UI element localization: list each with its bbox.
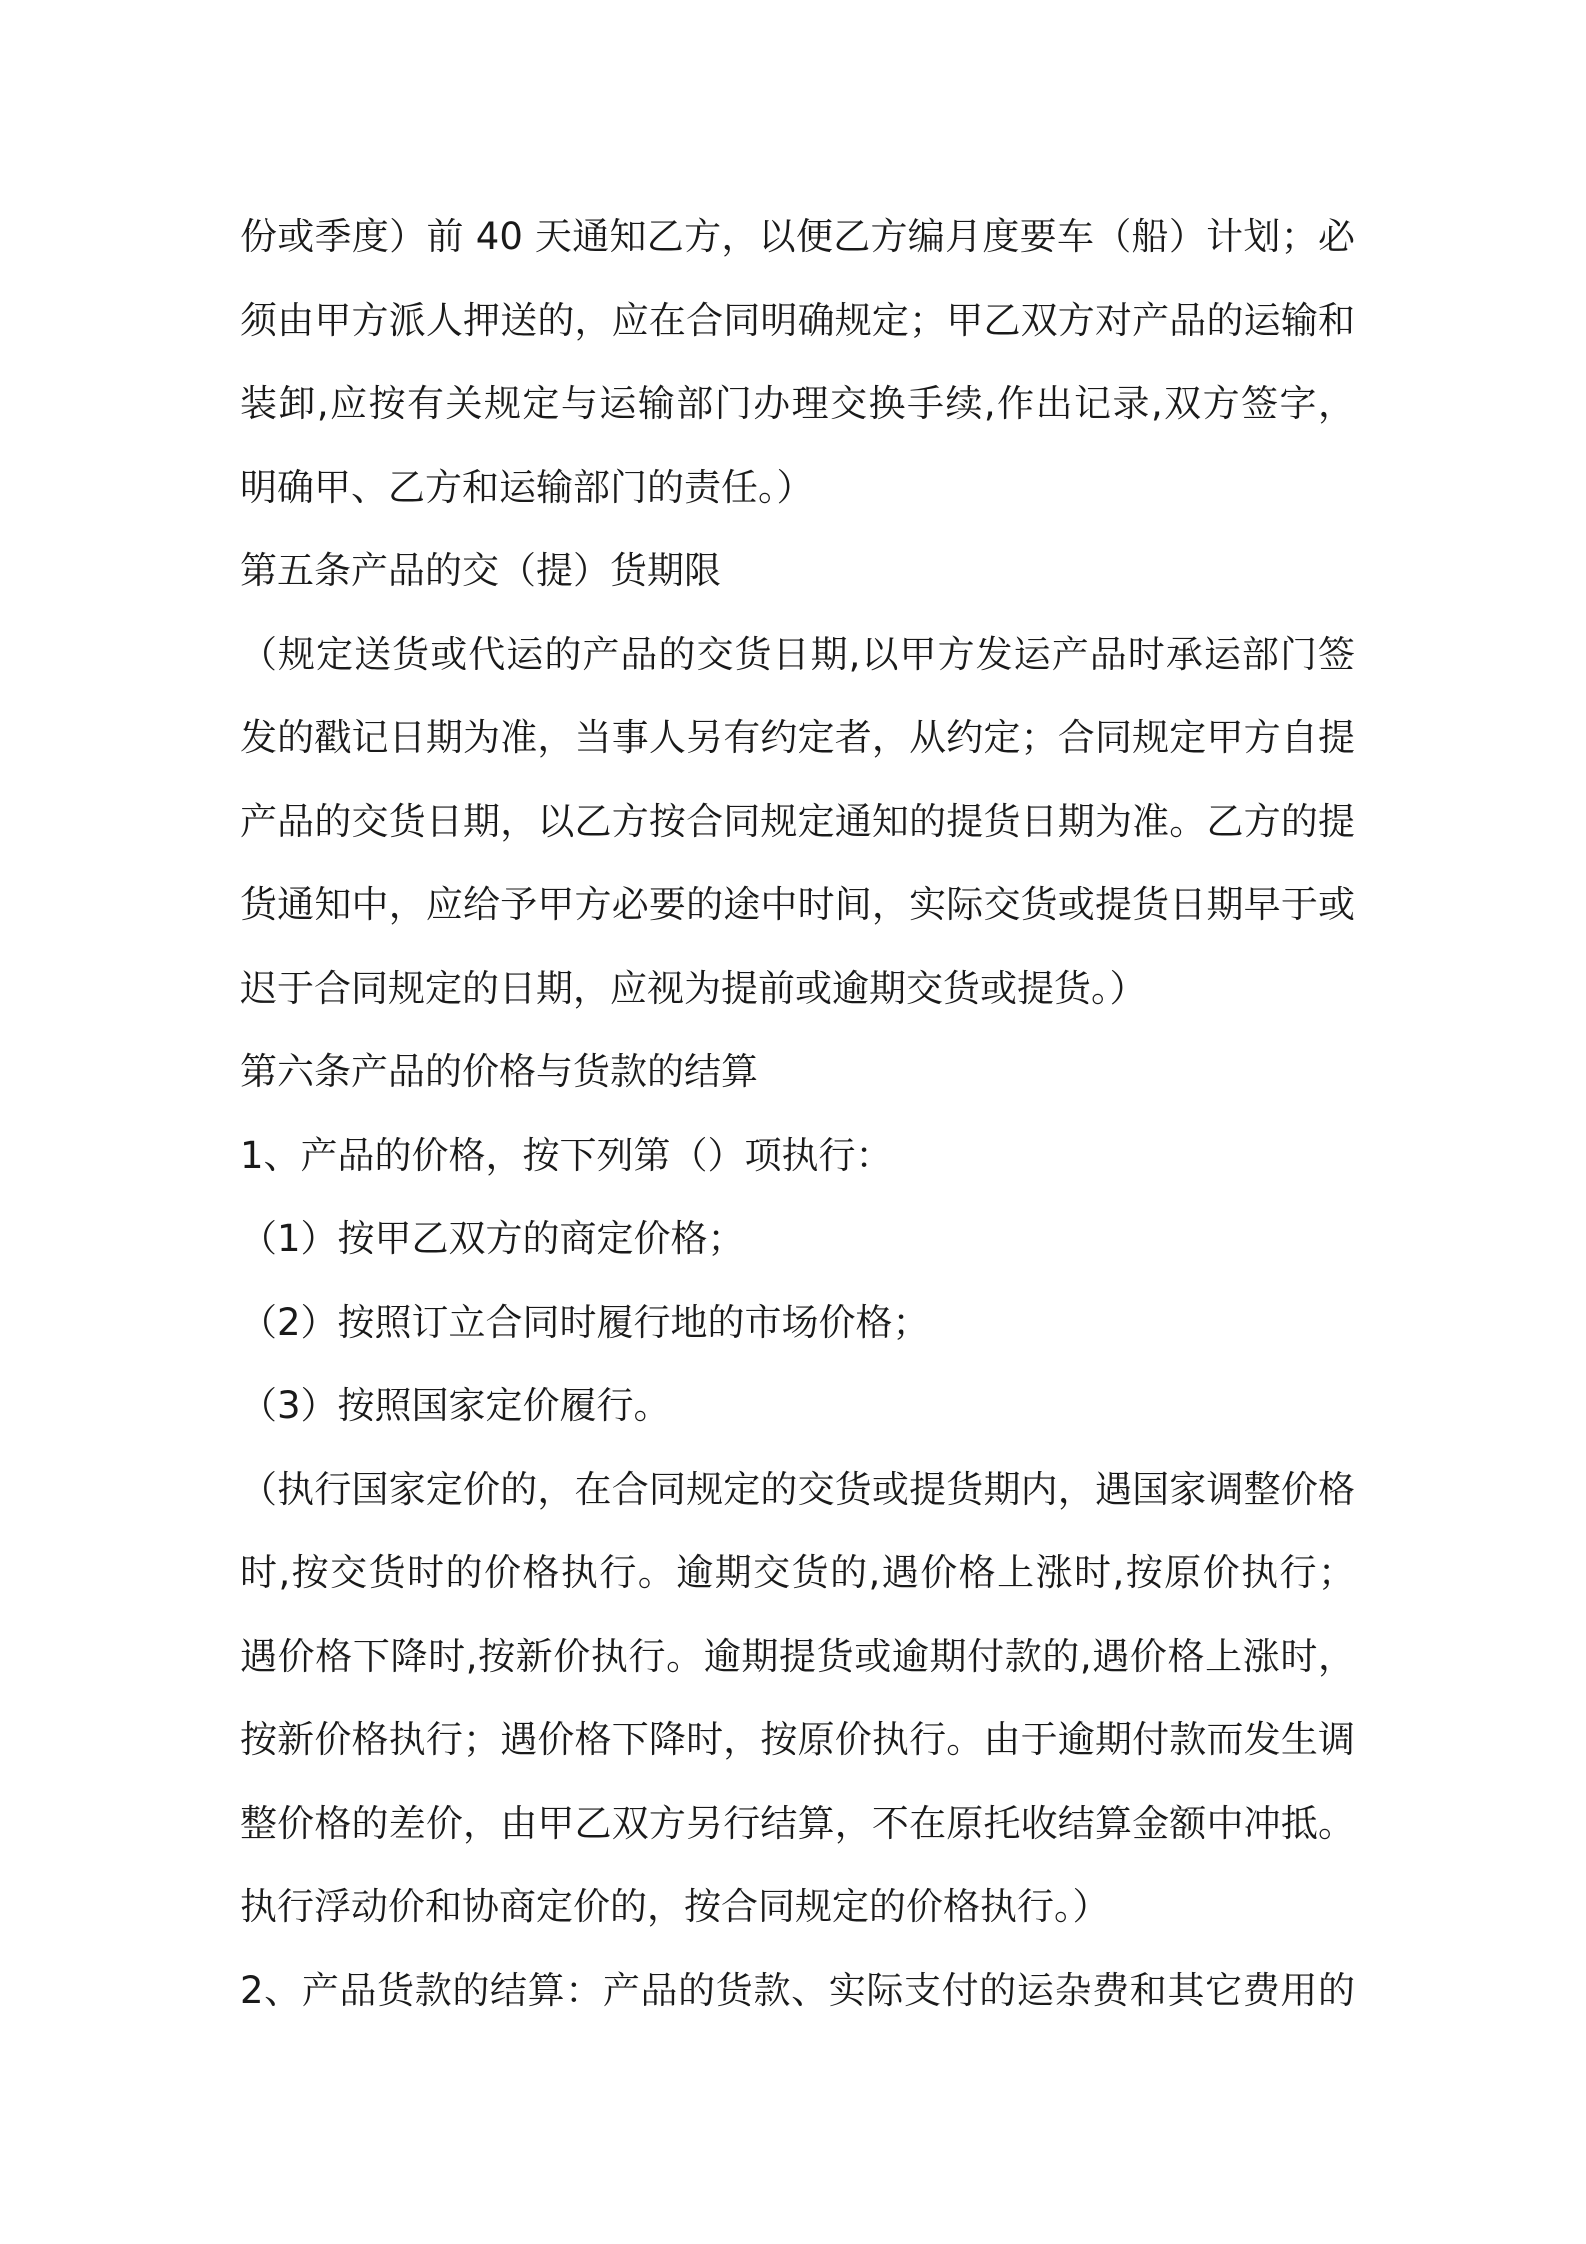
text-line: 份或季度）前 40 天通知乙方，以便乙方编月度要车（船）计划；必 [240, 215, 1355, 258]
text-line: 须由甲方派人押送的，应在合同明确规定；甲乙双方对产品的运输和 [240, 298, 1355, 342]
text-line: 按新价格执行；遇价格下降时，按原价执行。由于逾期付款而发生调 [240, 1718, 1355, 1761]
list-item: （2）按照订立合同时履行地的市场价格； [240, 1300, 930, 1344]
text-line: 产品的交货日期，以乙方按合同规定通知的提货日期为准。乙方的提 [240, 799, 1355, 843]
section-heading-article-6: 第六条产品的价格与货款的结算 [240, 1050, 758, 1093]
text-line: 遇价格下降时,按新价执行。逾期提货或逾期付款的,遇价格上涨时， [240, 1634, 1355, 1678]
list-item: （3）按照国家定价履行。 [240, 1384, 671, 1427]
text-line: （执行国家定价的，在合同规定的交货或提货期内，遇国家调整价格 [240, 1467, 1355, 1511]
list-item: 1、产品的价格，按下列第（）项执行： [240, 1133, 893, 1177]
text-line: 发的戳记日期为准，当事人另有约定者，从约定；合同规定甲方自提 [240, 716, 1355, 759]
text-line: 装卸,应按有关规定与运输部门办理交换手续,作出记录,双方签字， [240, 382, 1355, 425]
list-item: 2、产品货款的结算：产品的货款、实际支付的运杂费和其它费用的 [240, 1968, 1355, 2012]
text-line: 时,按交货时的价格执行。逾期交货的,遇价格上涨时,按原价执行； [240, 1551, 1355, 1594]
contract-text-body [240, 195, 1355, 2032]
text-line: 迟于合同规定的日期，应视为提前或逾期交货或提货。） [240, 966, 1147, 1010]
text-line: 整价格的差价，由甲乙双方另行结算，不在原托收结算金额中冲抵。 [240, 1801, 1355, 1845]
text-line: 明确甲、乙方和运输部门的责任。） [240, 465, 814, 509]
section-heading-article-5: 第五条产品的交（提）货期限 [240, 549, 721, 592]
text-line: 货通知中，应给予甲方必要的途中时间，实际交货或提货日期早于或 [240, 883, 1355, 926]
text-line: （规定送货或代运的产品的交货日期,以甲方发运产品时承运部门签 [240, 632, 1355, 676]
list-item: （1）按甲乙双方的商定价格； [240, 1217, 745, 1260]
text-line: 执行浮动价和协商定价的，按合同规定的价格执行。） [240, 1885, 1110, 1928]
